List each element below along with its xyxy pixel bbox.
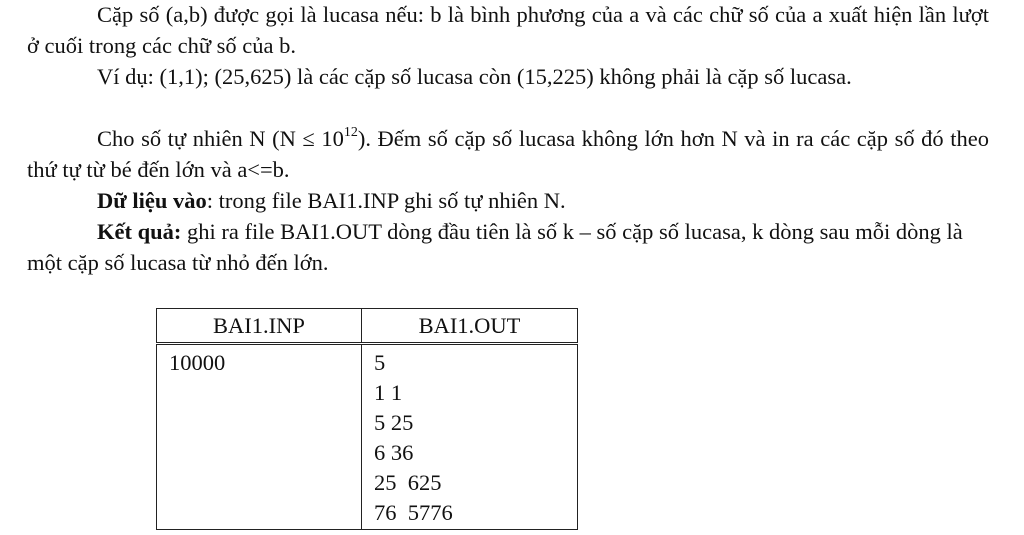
input-cell	[157, 344, 362, 530]
output-line: 5 25	[374, 410, 414, 435]
table-header-row	[157, 309, 578, 344]
input-line: 10000	[169, 350, 226, 375]
output-line: 25 625	[374, 470, 442, 495]
task-paragraph	[27, 123, 989, 185]
output-label: Kết quả:	[97, 219, 182, 244]
input-text: : trong file BAI1.INP ghi số tự nhiên N.	[206, 188, 566, 213]
output-line: 76 5776	[374, 500, 453, 525]
example-text: Ví dụ: (1,1); (25,625) là các cặp số lucasa còn (15,225) không phải là cặp số lucasa.	[97, 64, 852, 89]
output-cell	[362, 344, 578, 530]
output-text: ghi ra file BAI1.OUT dòng đầu tiên là số k – số cặp số lucasa, k dòng sau mỗi dòng là một cặp số lucasa từ nhỏ đến lớn.	[27, 219, 963, 275]
input-label: Dữ liệu vào	[97, 188, 207, 213]
output-paragraph	[27, 216, 989, 278]
example-table	[156, 308, 578, 530]
header-output-file: BAI1.OUT	[362, 309, 578, 344]
output-line: 1 1	[374, 380, 403, 405]
example-paragraph	[27, 61, 989, 92]
definition-paragraph	[27, 0, 989, 61]
task-text-before: Cho số tự nhiên N (N ≤ 10	[97, 126, 344, 151]
exponent: 12	[343, 124, 358, 140]
task-text-after: ). Đếm số cặp số lucasa không lớn hơn N và in ra các cặp số đó theo thứ tự từ bé đến lớn và a<=b.	[27, 126, 989, 182]
output-line: 5	[374, 350, 386, 375]
table-row	[157, 344, 578, 530]
definition-text: Cặp số (a,b) được gọi là lucasa nếu: b là bình phương của a và các chữ số của a xuất hiện lần lượt ở cuối trong các chữ số của b.	[27, 2, 989, 58]
output-line: 6 36	[374, 440, 414, 465]
header-input-file: BAI1.INP	[157, 309, 362, 344]
input-paragraph	[27, 185, 989, 216]
